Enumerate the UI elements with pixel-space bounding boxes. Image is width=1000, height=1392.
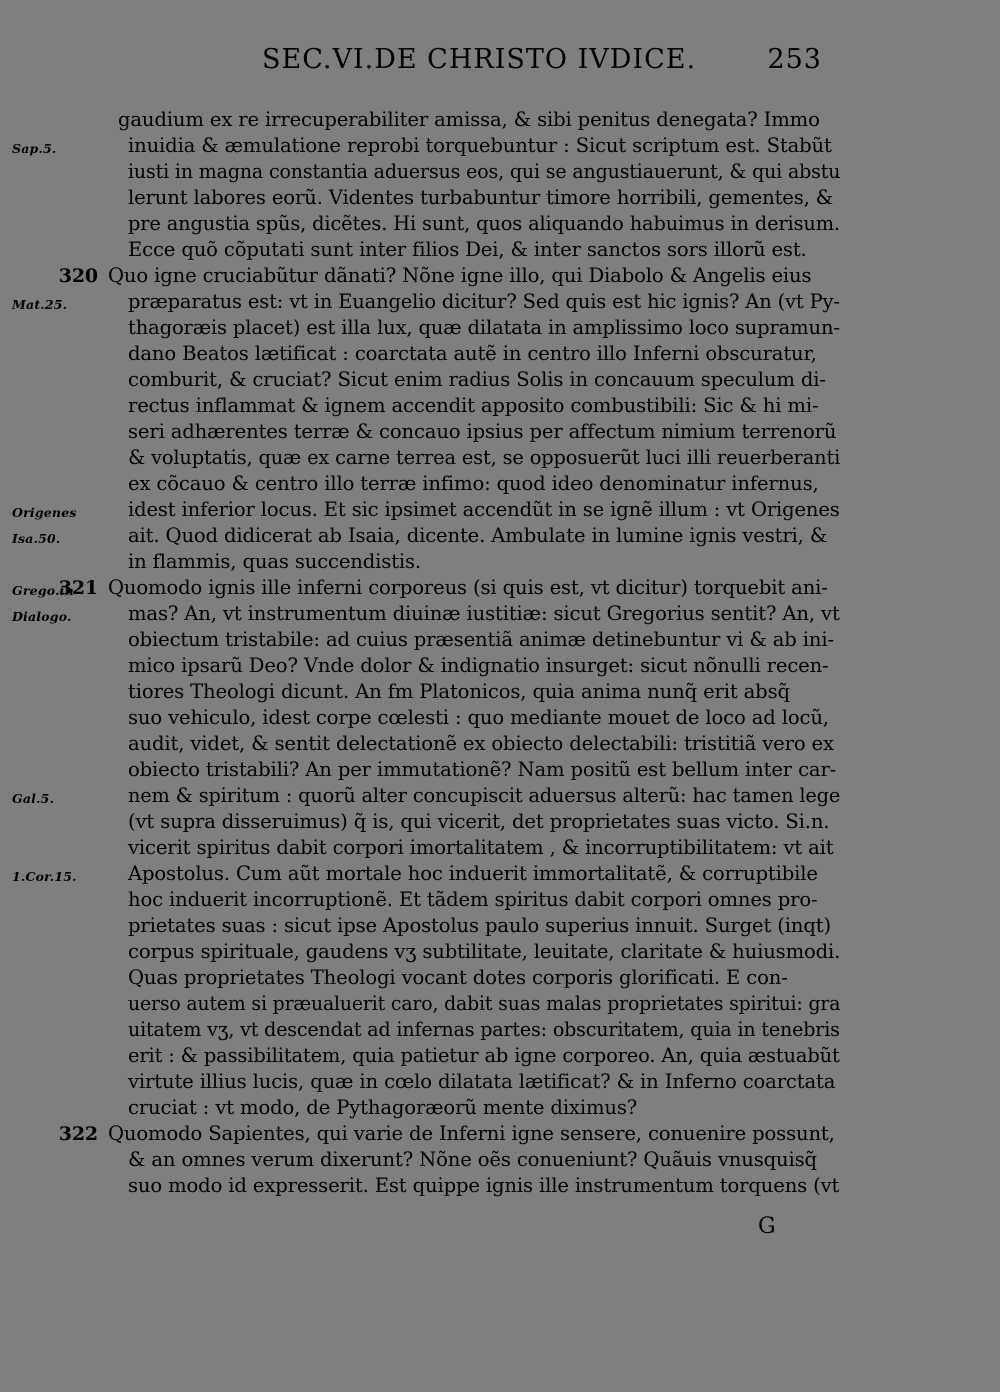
line-text: ait. Quod didicerat ab Isaia, dicente. Ambulate in lumine ignis vestri, & xyxy=(128,524,828,547)
text-line xyxy=(0,913,1000,939)
line-text: uerso autem si præualuerit caro, dabit suas malas proprietates spiritui: gra xyxy=(128,992,841,1015)
text-line xyxy=(0,471,1000,497)
line-text: comburit, & cruciat? Sicut enim radius Solis in concauum speculum di- xyxy=(128,368,826,391)
question-number: 321 xyxy=(58,577,98,599)
line-text: gaudium ex re irrecuperabiliter amissa, & sibi penitus denegata? Immo xyxy=(118,108,820,131)
line-text: Quas proprietates Theologi vocant dotes corporis glorificati. E con- xyxy=(128,966,788,989)
text-line xyxy=(0,705,1000,731)
question-number: 322 xyxy=(58,1123,98,1145)
text-line xyxy=(0,1173,1000,1199)
text-line xyxy=(0,419,1000,445)
line-text: pre angustia spũs, dicẽtes. Hi sunt, quos aliquando habuimus in derisum. xyxy=(128,212,840,235)
text-line xyxy=(0,1043,1000,1069)
line-text: obiecto tristabili? An per immutationẽ? Nam positũ est bellum inter car- xyxy=(128,758,837,781)
marginal-note: Mat.25. xyxy=(12,297,68,312)
text-line xyxy=(0,679,1000,705)
text-line xyxy=(0,1069,1000,1095)
text-line xyxy=(0,211,1000,237)
text-line xyxy=(0,627,1000,653)
line-text: obiectum tristabile: ad cuius præsentiã animæ detinebuntur vi & ab ini- xyxy=(128,628,834,651)
text-line xyxy=(0,653,1000,679)
line-text: dano Beatos lætificat : coarctata autẽ in centro illo Inferni obscuratur, xyxy=(128,342,817,365)
text-line xyxy=(0,835,1000,861)
line-text: virtute illius lucis, quæ in cœlo dilatata lætificat? & in Inferno coarctata xyxy=(128,1070,836,1093)
line-text: uitatem vʒ, vt descendat ad infernas partes: obscuritatem, quia in tenebris xyxy=(128,1018,840,1041)
line-text: tiores Theologi dicunt. An fm Platonicos, quia anima nunq̃ erit absq̃ xyxy=(128,680,790,703)
text-line xyxy=(0,523,1000,549)
line-text: iusti in magna constantia aduersus eos, qui se angustiauerunt, & qui abstu xyxy=(128,160,841,183)
header-title: SEC.VI.DE CHRISTO IVDICE. xyxy=(262,44,697,75)
marginal-note: Isa.50. xyxy=(12,531,61,546)
line-text: suo modo id expresserit. Est quippe ignis ille instrumentum torquens (vt xyxy=(128,1174,840,1197)
line-text: Quomodo ignis ille inferni corporeus (si quis est, vt dicitur) torquebit ani- xyxy=(108,576,828,599)
question-number: 320 xyxy=(58,265,98,287)
text-line xyxy=(0,159,1000,185)
line-text: nem & spiritum : quorũ alter concupiscit aduersus alterũ: hac tamen lege xyxy=(128,784,841,807)
line-text: Quomodo Sapientes, qui varie de Inferni igne sensere, conuenire possunt, xyxy=(108,1122,835,1145)
text-line xyxy=(0,939,1000,965)
line-text: vicerit spiritus dabit corpori imortalitatem , & incorruptibilitatem: vt ait xyxy=(128,836,834,859)
line-text: prietates suas : sicut ipse Apostolus paulo superius innuit. Surget (inqt) xyxy=(128,914,831,937)
text-line xyxy=(0,107,1000,133)
text-line xyxy=(0,757,1000,783)
marginal-note: Grego.in xyxy=(12,583,74,598)
text-line xyxy=(0,185,1000,211)
text-line xyxy=(0,1147,1000,1173)
text-line xyxy=(0,1017,1000,1043)
text-line xyxy=(0,315,1000,341)
text-line xyxy=(0,601,1000,627)
marginal-note: Gal.5. xyxy=(12,791,55,806)
text-line xyxy=(0,965,1000,991)
text-line xyxy=(0,497,1000,523)
line-text: inuidia & æmulatione reprobi torquebuntur : Sicut scriptum est. Stabũt xyxy=(128,134,832,157)
text-line xyxy=(0,1095,1000,1121)
text-line xyxy=(0,861,1000,887)
text-line xyxy=(0,783,1000,809)
marginal-note: Dialogo. xyxy=(12,609,72,624)
page-number: 253 xyxy=(767,44,822,75)
line-text: & voluptatis, quæ ex carne terrea est, se opposuerũt luci illi reuerberanti xyxy=(128,446,841,469)
text-line xyxy=(0,445,1000,471)
line-text: corpus spirituale, gaudens vʒ subtilitate, leuitate, claritate & huiusmodi. xyxy=(128,940,841,963)
text-line xyxy=(0,367,1000,393)
line-text: ex cõcauo & centro illo terræ infimo: quod ideo denominatur infernus, xyxy=(128,472,819,495)
line-text: Quo igne cruciabũtur dãnati? Nõne igne illo, qui Diabolo & Angelis eius xyxy=(108,264,812,287)
text-line xyxy=(0,887,1000,913)
line-text: & an omnes verum dixerunt? Nõne oẽs conueniunt? Quãuis vnusquisq̃ xyxy=(128,1148,817,1171)
text-line xyxy=(0,393,1000,419)
text-line xyxy=(0,237,1000,263)
line-text: idest inferior locus. Et sic ipsimet accendũt in se ignẽ illum : vt Origenes xyxy=(128,498,840,521)
line-text: thagoræis placet) est illa lux, quæ dilatata in amplissimo loco supramun- xyxy=(128,316,840,339)
catchword: G xyxy=(758,1214,776,1239)
line-text: præparatus est: vt in Euangelio dicitur? Sed quis est hic ignis? An (vt Py- xyxy=(128,290,840,313)
line-text: audit, videt, & sentit delectationẽ ex obiecto delectabili: tristitiã vero ex xyxy=(128,732,834,755)
marginal-note: Sap.5. xyxy=(12,141,57,156)
text-line xyxy=(0,1121,1000,1147)
text-line xyxy=(0,133,1000,159)
line-text: cruciat : vt modo, de Pythagoræorũ mente diximus? xyxy=(128,1096,638,1119)
text-line xyxy=(0,731,1000,757)
text-line xyxy=(0,809,1000,835)
text-line xyxy=(0,263,1000,289)
text-line xyxy=(0,341,1000,367)
line-text: suo vehiculo, idest corpe cœlesti : quo mediante mouet de loco ad locũ, xyxy=(128,706,829,729)
line-text: in flammis, quas succendistis. xyxy=(128,550,422,573)
line-text: seri adhærentes terræ & concauo ipsius per affectum nimium terrenorũ xyxy=(128,420,837,443)
line-text: mas? An, vt instrumentum diuinæ iustitiæ: sicut Gregorius sentit? An, vt xyxy=(128,602,840,625)
text-line xyxy=(0,289,1000,315)
line-text: hoc induerit incorruptionẽ. Et tãdem spiritus dabit corpori omnes pro- xyxy=(128,888,818,911)
line-text: mico ipsarũ Deo? Vnde dolor & indignatio insurget: sicut nõnulli recen- xyxy=(128,654,829,677)
text-line xyxy=(0,575,1000,601)
running-header xyxy=(262,44,822,80)
line-text: erit : & passibilitatem, quia patietur ab igne corporeo. An, quia æstuabũt xyxy=(128,1044,840,1067)
line-text: lerunt labores eorũ. Videntes turbabuntur timore horribili, gementes, & xyxy=(128,186,834,209)
text-line xyxy=(0,991,1000,1017)
line-text: Ecce quõ cõputati sunt inter filios Dei, & inter sanctos sors illorũ est. xyxy=(128,238,807,261)
text-line xyxy=(0,549,1000,575)
line-text: rectus inflammat & ignem accendit apposito combustibili: Sic & hi mi- xyxy=(128,394,819,417)
line-text: Apostolus. Cum aũt mortale hoc induerit immortalitatẽ, & corruptibile xyxy=(128,862,818,885)
marginal-note: 1.Cor.15. xyxy=(12,869,77,884)
line-text: (vt supra disseruimus) q̃ is, qui vicerit, det proprietates suas victo. Si.n. xyxy=(128,810,830,833)
marginal-note: Origenes xyxy=(12,505,77,520)
